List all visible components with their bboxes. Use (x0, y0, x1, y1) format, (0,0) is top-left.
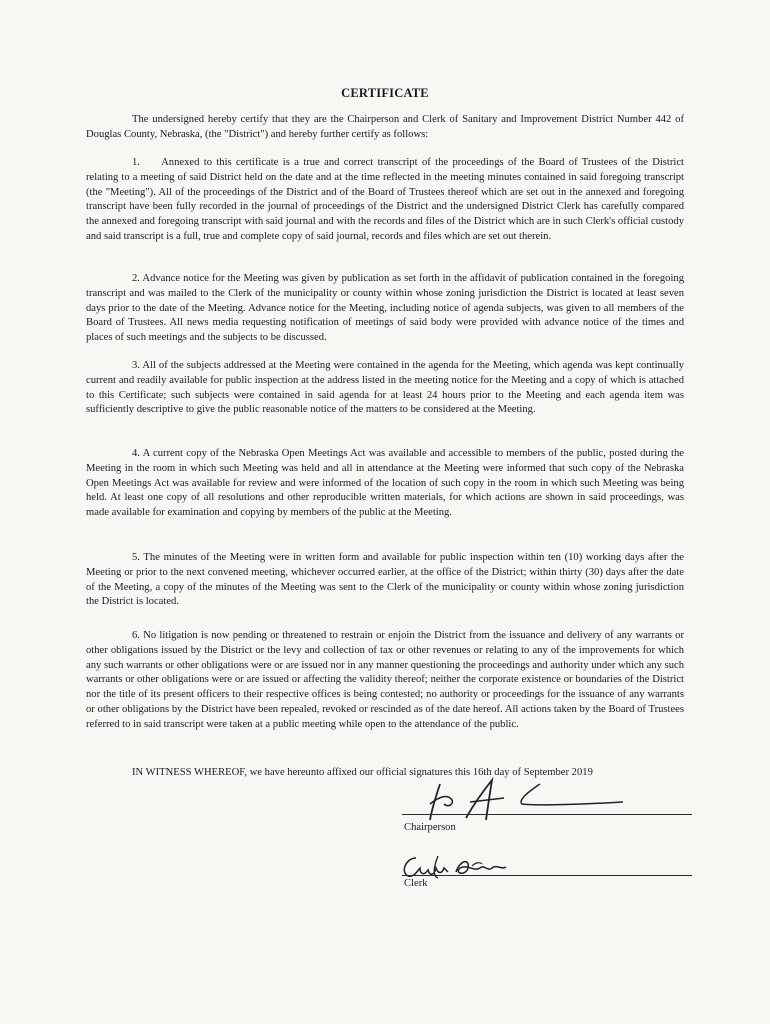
paragraph-4: 4. A current copy of the Nebraska Open Meetings Act was available and accessible to members of the public, posted during the Meeting in the room in which such Meeting was held and all in attendance at the Meeting were informed that such copy of the Nebraska Open Meetings Act was available for review and were informed of the location of such copy in the room in which such Meeting was being held. At least one copy of all resolutions and other reproducible written materials, for which actions are shown in said proceedings, was made available for examination and copying by members of the public at the Meeting. (86, 448, 684, 519)
chairperson-label: Chairperson (404, 822, 456, 833)
clerk-signature-line (402, 875, 692, 876)
paragraph-6: 6. No litigation is now pending or threatened to restrain or enjoin the District from the issuance and delivery of any warrants or other obligations issued by the District or the levy and collection of tax or other revenues or relating to any of the improvements for which any such warrants or other obligations were or are issued nor in any manner questioning the proceedings and authority under which any such warrants or other obligations were or are issued or affecting the validity thereof; neither the corporate existence or boundaries of the District nor the title of its present officers to their respective offices is being contested; no authority or proceedings for the issuance of any warrants or other obligations by the District have been repealed, revoked or rescinded as of the date hereof. All actions taken by the Board of Trustees referred to in said transcript were taken at a public meeting while open to the attendance of the public. (86, 630, 684, 730)
paragraph-2: 2. Advance notice for the Meeting was given by publication as set forth in the affidavit of publication contained in the foregoing transcript and was mailed to the Clerk of the municipality or county within whose zoning jurisdiction the District is located at least seven days prior to the date of the Meeting. Advance notice for the Meeting, including notice of agenda subjects, was given to all members of the Board of Trustees. All news media requesting notification of meetings of said body were provided with advance notice of the times and places of such meetings and the subjects to be discussed. (86, 273, 684, 344)
paragraph-3: 3. All of the subjects addressed at the Meeting were contained in the agenda for the Meeting, which agenda was kept continually current and readily available for public inspection at the address listed in the meeting notice for the Meeting and a copy of which is attached to this Certificate; such subjects were contained in said agenda for at least 24 hours prior to the Meeting and each agenda item was sufficiently descriptive to give the public reasonable notice of the matters to be considered at the Meeting. (86, 360, 684, 416)
chairperson-signature-line (402, 814, 692, 815)
clerk-label: Clerk (404, 878, 428, 889)
paragraph-5: 5. The minutes of the Meeting were in written form and available for public inspection within ten (10) working days after the Meeting or prior to the next convened meeting, whichever occurred earlier, at the office of the District; within thirty (30) days after the date of the Meeting, a copy of the minutes of the Meeting was sent to the Clerk of the municipality or county within whose zoning jurisdiction the District is located. (86, 552, 684, 608)
chairperson-signature (418, 774, 638, 824)
witness-statement: IN WITNESS WHEREOF, we have hereunto affixed our official signatures this 16th day of September 2019 (132, 767, 593, 778)
certificate-title: CERTIFICATE (341, 86, 429, 100)
intro-paragraph: The undersigned hereby certify that they are the Chairperson and Clerk of Sanitary and Improvement District Number 442 of Douglas County, Nebraska, (the "District") and hereby further certify as follows: (86, 114, 684, 140)
paragraph-1: 1. Annexed to this certificate is a true and correct transcript of the proceedings of the Board of Trustees of the District relating to a meeting of said District held on the date and at the time reflected in the meeting minutes contained in said foregoing transcript (the "Meeting"). All of the proceedings of the District and of the Board of Trustees thereof which are set out in the annexed and foregoing transcript have been fully recorded in the journal of proceedings of the District and the undersigned District Clerk has carefully compared the annexed and foregoing transcript with said journal and with the records and files of the District which are in such Clerk's official custody and said transcript is a full, true and complete copy of said journal, records and files which are set out therein. (86, 157, 684, 242)
